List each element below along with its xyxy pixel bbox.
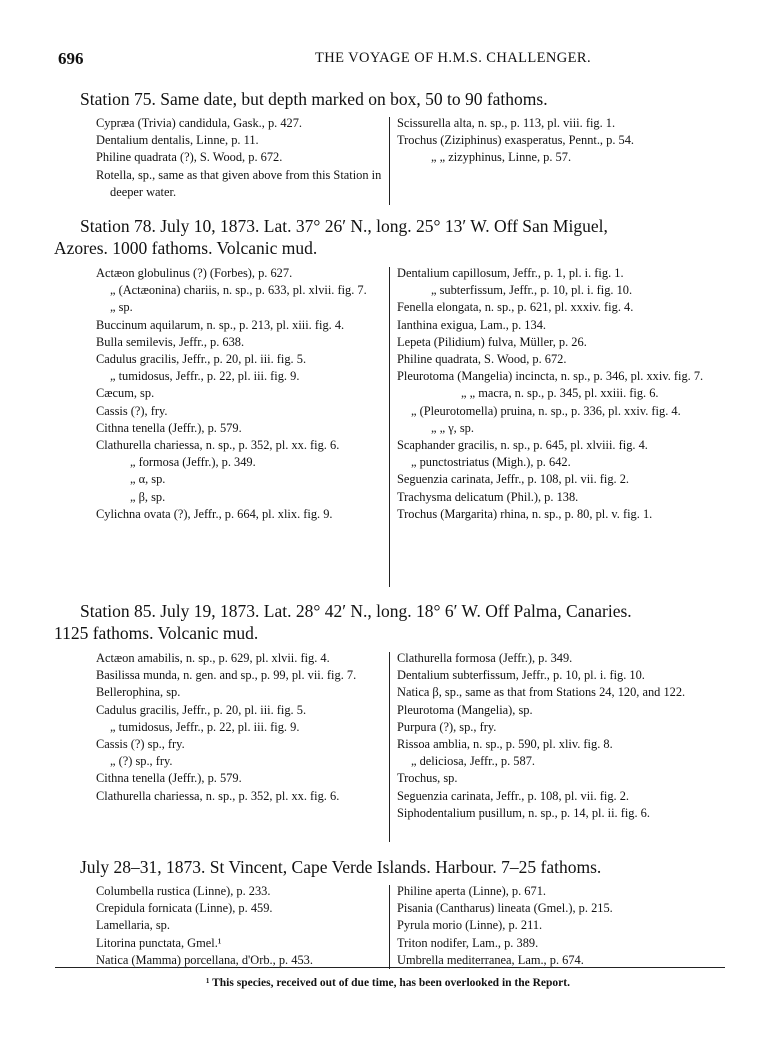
right-column xyxy=(397,883,727,969)
species-entry: Pyrula morio (Linne), p. 211. xyxy=(397,918,543,933)
species-entry: Scissurella alta, n. sp., p. 113, pl. viii. fig. 1. xyxy=(397,116,616,130)
column-divider xyxy=(389,885,390,969)
right-column xyxy=(397,265,727,523)
species-entry: Dentalium dentalis, Linne, p. 11. xyxy=(96,133,259,148)
species-entry: Philine aperta (Linne), p. 671. xyxy=(397,884,546,898)
running-title: THE VOYAGE OF H.M.S. CHALLENGER. xyxy=(315,50,591,66)
st-vincent-heading xyxy=(80,856,601,878)
st-vincent-lists xyxy=(96,883,726,969)
right-column xyxy=(397,650,727,822)
station-75-lists xyxy=(96,115,726,205)
species-entry: „ deliciosa, Jeffr., p. 587. xyxy=(411,754,535,769)
species-entry: Columbella rustica (Linne), p. 233. xyxy=(96,884,271,898)
species-entry: Siphodentalium pusillum, n. sp., p. 14, pl. ii. fig. 6. xyxy=(397,805,650,820)
right-column xyxy=(397,115,727,167)
column-divider xyxy=(389,652,390,842)
species-entry: „ tumidosus, Jeffr., p. 22, pl. iii. fig. 9. xyxy=(110,369,300,384)
species-entry: Trachysma delicatum (Phil.), p. 138. xyxy=(397,489,579,504)
left-column xyxy=(96,650,384,805)
running-head xyxy=(58,49,736,69)
species-entry: Triton nodifer, Lam., p. 389. xyxy=(397,935,539,950)
species-entry: Buccinum aquilarum, n. sp., p. 213, pl. xiii. fig. 4. xyxy=(96,317,345,332)
species-entry: Rissoa amblia, n. sp., p. 590, pl. xliv. fig. 8. xyxy=(397,737,613,752)
station-75-heading xyxy=(80,88,548,110)
species-entry: Philine quadrata (?), S. Wood, p. 672. xyxy=(96,150,283,165)
heading-line: Station 75. Same date, but depth marked on box, 50 to 90 fathoms. xyxy=(80,89,548,109)
species-entry: Seguenzia carinata, Jeffr., p. 108, pl. vii. fig. 2. xyxy=(397,472,630,487)
species-entry: „ tumidosus, Jeffr., p. 22, pl. iii. fig. 9. xyxy=(110,719,300,734)
species-entry: Cithna tenella (Jeffr.), p. 579. xyxy=(96,771,242,786)
species-entry: Trochus (Ziziphinus) exasperatus, Pennt., p. 54. xyxy=(397,133,635,148)
heading-line: Station 85. July 19, 1873. Lat. 28° 42′ N., long. 18° 6′ W. Off Palma, Canaries. xyxy=(80,601,632,621)
species-entry: Seguenzia carinata, Jeffr., p. 108, pl. vii. fig. 2. xyxy=(397,788,630,803)
footnote: ¹ This species, received out of due time, has been overlooked in the Report. xyxy=(206,977,570,989)
species-entry: „ punctostriatus (Migh.), p. 642. xyxy=(411,455,571,470)
species-entry: „ „ macra, n. sp., p. 345, pl. xxiii. fig. 6. xyxy=(461,386,659,401)
heading-line: Station 78. July 10, 1873. Lat. 37° 26′ N., long. 25° 13′ W. Off San Miguel, xyxy=(80,216,608,236)
species-entry: Philine quadrata, S. Wood, p. 672. xyxy=(397,352,567,367)
column-divider xyxy=(389,267,390,587)
species-entry: Rotella, sp., same as that given above from this Station in deeper water. xyxy=(96,167,382,199)
species-entry: Actæon globulinus (?) (Forbes), p. 627. xyxy=(96,266,293,280)
species-entry: Dentalium subterfissum, Jeffr., p. 10, pl. i. fig. 10. xyxy=(397,668,645,683)
heading-line: 1125 fathoms. Volcanic mud. xyxy=(54,623,259,643)
species-entry: Trochus, sp. xyxy=(397,771,458,786)
heading-line: July 28–31, 1873. St Vincent, Cape Verde Islands. Harbour. 7–25 fathoms. xyxy=(80,857,602,877)
species-entry: „ (Pleurotomella) pruina, n. sp., p. 336, pl. xxiv. fig. 4. xyxy=(411,403,681,418)
species-entry: Lamellaria, sp. xyxy=(96,918,170,933)
species-entry: Natica β, sp., same as that from Stations 24, 120, and 122. xyxy=(397,685,686,700)
station-85-heading xyxy=(54,600,726,644)
species-entry: Dentalium capillosum, Jeffr., p. 1, pl. i. fig. 1. xyxy=(397,266,624,280)
species-entry: Cadulus gracilis, Jeffr., p. 20, pl. iii. fig. 5. xyxy=(96,352,307,367)
species-entry: Bellerophina, sp. xyxy=(96,685,181,700)
species-entry: Clathurella formosa (Jeffr.), p. 349. xyxy=(397,651,573,665)
species-entry: Pisania (Cantharus) lineata (Gmel.), p. 215. xyxy=(397,901,613,916)
species-entry: Actæon amabilis, n. sp., p. 629, pl. xlvii. fig. 4. xyxy=(96,651,330,665)
species-entry: Natica (Mamma) porcellana, d'Orb., p. 453. xyxy=(96,952,313,967)
heading-line: Azores. 1000 fathoms. Volcanic mud. xyxy=(54,238,318,258)
species-entry: „ sp. xyxy=(110,300,133,315)
species-entry: „ „ zizyphinus, Linne, p. 57. xyxy=(431,150,572,165)
species-entry: Cadulus gracilis, Jeffr., p. 20, pl. iii. fig. 5. xyxy=(96,702,307,717)
species-entry: Clathurella chariessa, n. sp., p. 352, pl. xx. fig. 6. xyxy=(96,438,340,453)
station-78-lists xyxy=(96,265,726,587)
station-78-heading xyxy=(54,215,726,259)
species-entry: Lepeta (Pilidium) fulva, Müller, p. 26. xyxy=(397,334,587,349)
footnote-rule xyxy=(55,967,725,968)
species-entry: Crepidula fornicata (Linne), p. 459. xyxy=(96,901,273,916)
species-entry: „ (Actæonina) chariis, n. sp., p. 633, pl. xlvii. fig. 7. xyxy=(110,283,367,298)
species-entry: Cylichna ovata (?), Jeffr., p. 664, pl. xlix. fig. 9. xyxy=(96,506,333,521)
species-entry: Umbrella mediterranea, Lam., p. 674. xyxy=(397,952,584,967)
species-entry: Bulla semilevis, Jeffr., p. 638. xyxy=(96,334,245,349)
species-entry: Cypræa (Trivia) candidula, Gask., p. 427. xyxy=(96,116,303,130)
species-entry: Pleurotoma (Mangelia) incincta, n. sp., p. 346, pl. xxiv. fig. 7. xyxy=(397,369,704,384)
left-column xyxy=(96,265,384,523)
species-entry: Trochus (Margarita) rhina, n. sp., p. 80, pl. v. fig. 1. xyxy=(397,506,653,521)
left-column xyxy=(96,115,384,201)
species-entry: Clathurella chariessa, n. sp., p. 352, pl. xx. fig. 6. xyxy=(96,788,340,803)
species-entry: „ α, sp. xyxy=(130,472,166,487)
species-entry: „ β, sp. xyxy=(130,489,166,504)
species-entry: „ subterfissum, Jeffr., p. 10, pl. i. fig. 10. xyxy=(431,283,633,298)
species-entry: Litorina punctata, Gmel.¹ xyxy=(96,935,222,950)
species-entry: „ „ γ, sp. xyxy=(431,420,474,435)
species-entry: Cassis (?) sp., fry. xyxy=(96,737,185,752)
left-column xyxy=(96,883,384,969)
page-number: 696 xyxy=(58,49,84,68)
species-entry: Purpura (?), sp., fry. xyxy=(397,719,497,734)
station-85-lists xyxy=(96,650,726,842)
species-entry: Cassis (?), fry. xyxy=(96,403,168,418)
species-entry: Ianthina exigua, Lam., p. 134. xyxy=(397,317,546,332)
species-entry: Fenella elongata, n. sp., p. 621, pl. xxxiv. fig. 4. xyxy=(397,300,634,315)
column-divider xyxy=(389,117,390,205)
species-entry: Scaphander gracilis, n. sp., p. 645, pl. xlviii. fig. 4. xyxy=(397,438,648,453)
species-entry: „ formosa (Jeffr.), p. 349. xyxy=(130,455,256,470)
species-entry: Cithna tenella (Jeffr.), p. 579. xyxy=(96,420,242,435)
species-entry: Cæcum, sp. xyxy=(96,386,155,401)
species-entry: Pleurotoma (Mangelia), sp. xyxy=(397,702,533,717)
species-entry: Basilissa munda, n. gen. and sp., p. 99, pl. vii. fig. 7. xyxy=(96,668,357,683)
species-entry: „ (?) sp., fry. xyxy=(110,754,173,769)
